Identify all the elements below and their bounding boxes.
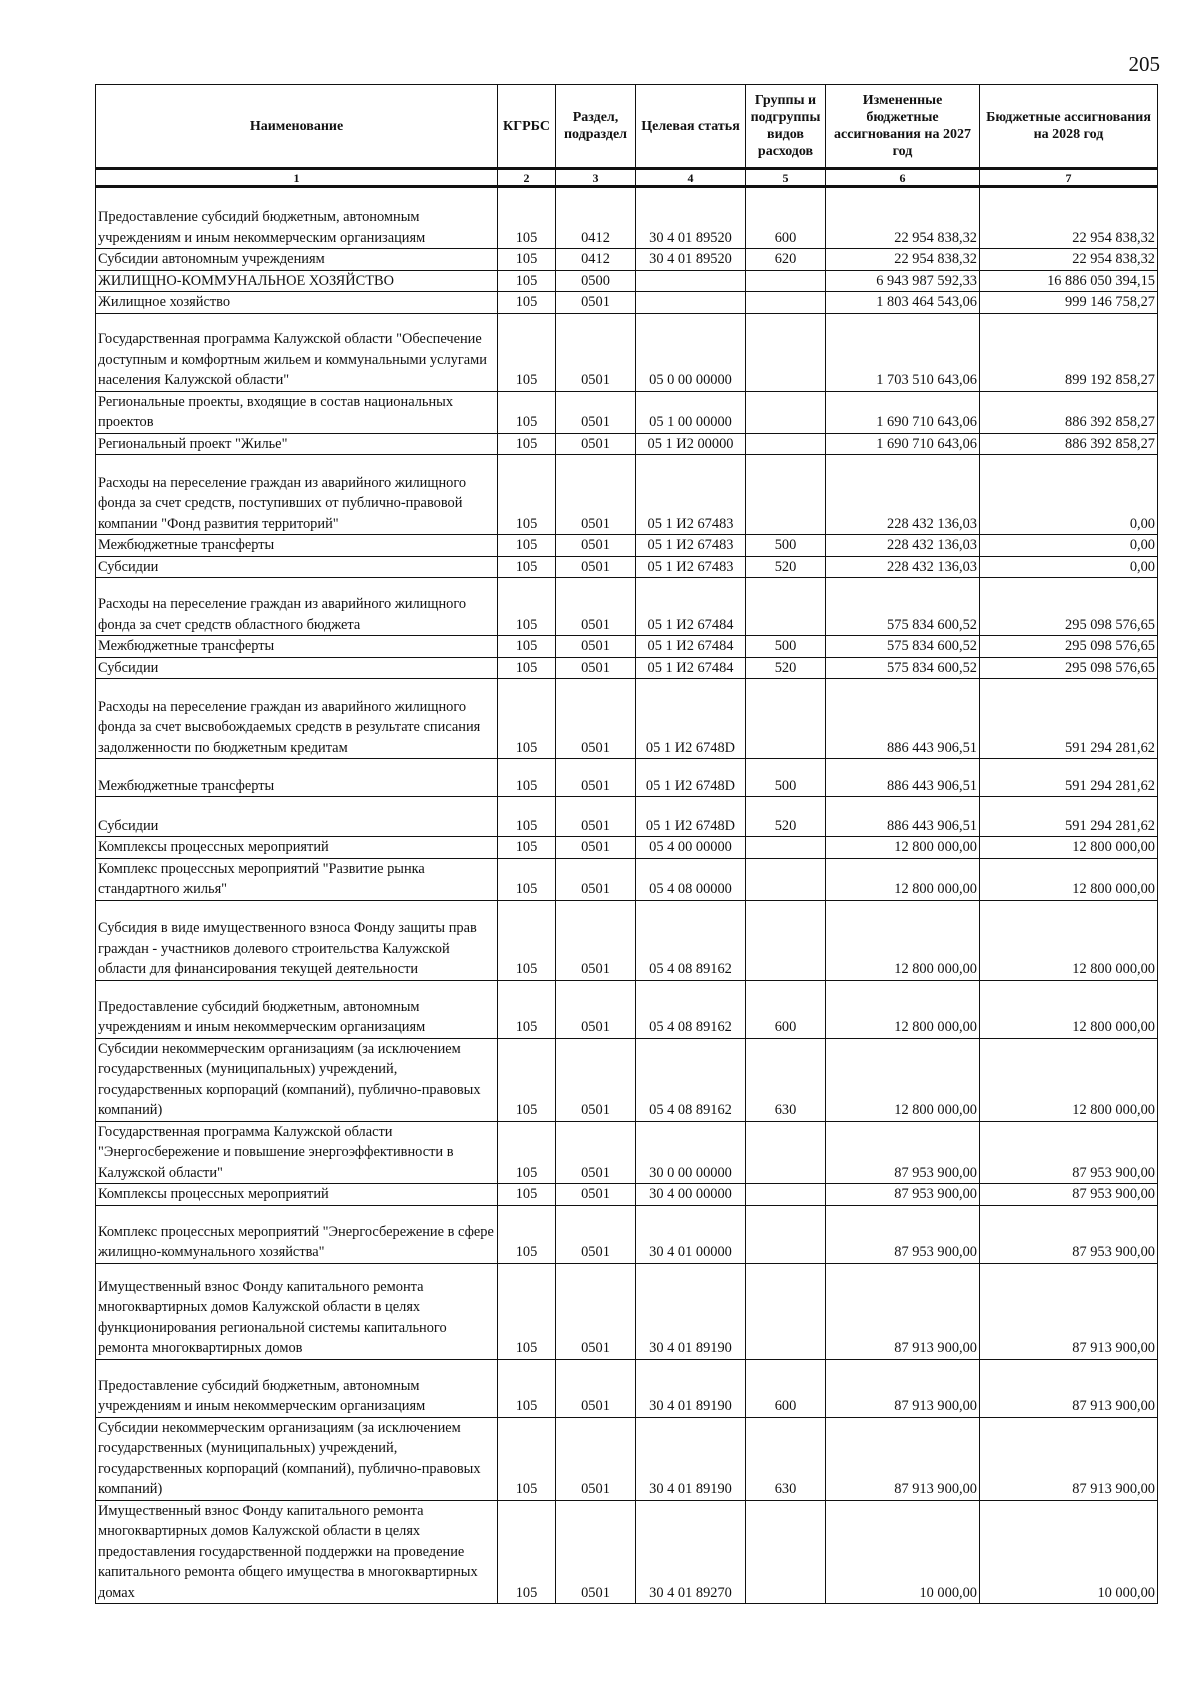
row-alloc-2028: 87 913 900,00 xyxy=(980,1359,1158,1417)
row-alloc-2028: 12 800 000,00 xyxy=(980,1038,1158,1121)
row-section: 0501 xyxy=(556,1417,636,1500)
table-row xyxy=(96,578,1158,636)
table-row xyxy=(96,1417,1158,1500)
row-name: Расходы на переселение граждан из аварийного жилищного фонда за счет средств областного бюджета xyxy=(96,578,498,636)
row-expense-group xyxy=(746,900,826,980)
row-section: 0501 xyxy=(556,313,636,391)
row-name: Региональные проекты, входящие в состав национальных проектов xyxy=(96,391,498,433)
row-name: Имущественный взнос Фонду капитального ремонта многоквартирных домов Калужской области в целях функционирования региональной системы капитального ремонта многоквартирных домов xyxy=(96,1263,498,1359)
row-target-article: 05 1 И2 67484 xyxy=(636,578,746,636)
row-alloc-2027: 1 803 464 543,06 xyxy=(826,292,980,314)
row-expense-group xyxy=(746,313,826,391)
row-section: 0501 xyxy=(556,797,636,837)
row-section: 0501 xyxy=(556,1038,636,1121)
row-target-article: 30 4 01 89270 xyxy=(636,1500,746,1604)
row-target-article: 30 0 00 00000 xyxy=(636,1121,746,1184)
table-body xyxy=(96,187,1158,1604)
row-section: 0501 xyxy=(556,679,636,759)
row-alloc-2028: 87 913 900,00 xyxy=(980,1263,1158,1359)
row-expense-group: 600 xyxy=(746,980,826,1038)
row-expense-group xyxy=(746,578,826,636)
header-section: Раздел, подраздел xyxy=(556,85,636,169)
header-target: Целевая статья xyxy=(636,85,746,169)
row-target-article: 05 4 00 00000 xyxy=(636,837,746,859)
row-expense-group: 630 xyxy=(746,1417,826,1500)
table-row xyxy=(96,1359,1158,1417)
table-row xyxy=(96,1500,1158,1604)
row-alloc-2028: 87 913 900,00 xyxy=(980,1417,1158,1500)
row-alloc-2028: 899 192 858,27 xyxy=(980,313,1158,391)
row-expense-group xyxy=(746,391,826,433)
table-row xyxy=(96,270,1158,292)
row-kgrbs: 105 xyxy=(498,858,556,900)
row-name: Межбюджетные трансферты xyxy=(96,636,498,658)
row-section: 0501 xyxy=(556,1359,636,1417)
row-expense-group: 520 xyxy=(746,797,826,837)
row-target-article: 05 4 08 00000 xyxy=(636,858,746,900)
row-name: Субсидии автономным учреждениям xyxy=(96,249,498,271)
row-alloc-2027: 12 800 000,00 xyxy=(826,837,980,859)
row-expense-group xyxy=(746,1500,826,1604)
row-alloc-2028: 16 886 050 394,15 xyxy=(980,270,1158,292)
row-name: Субсидии некоммерческим организациям (за исключением государственных (муниципальных) учреждений, государственных корпораций (компаний), публично-правовых компаний) xyxy=(96,1038,498,1121)
row-kgrbs: 105 xyxy=(498,578,556,636)
row-kgrbs: 105 xyxy=(498,1121,556,1184)
row-target-article: 30 4 01 89520 xyxy=(636,187,746,249)
column-number: 3 xyxy=(556,169,636,187)
row-section: 0501 xyxy=(556,759,636,797)
row-section: 0501 xyxy=(556,636,636,658)
row-expense-group xyxy=(746,455,826,535)
row-kgrbs: 105 xyxy=(498,1205,556,1263)
row-alloc-2027: 12 800 000,00 xyxy=(826,1038,980,1121)
row-section: 0501 xyxy=(556,1184,636,1206)
row-target-article: 30 4 01 89190 xyxy=(636,1263,746,1359)
row-section: 0501 xyxy=(556,900,636,980)
row-kgrbs: 105 xyxy=(498,636,556,658)
row-alloc-2027: 87 913 900,00 xyxy=(826,1359,980,1417)
table-row xyxy=(96,1121,1158,1184)
row-section: 0501 xyxy=(556,1500,636,1604)
row-section: 0501 xyxy=(556,657,636,679)
table-row xyxy=(96,759,1158,797)
row-expense-group xyxy=(746,433,826,455)
header-groups: Группы и подгруппы видов расходов xyxy=(746,85,826,169)
row-kgrbs: 105 xyxy=(498,391,556,433)
row-alloc-2027: 886 443 906,51 xyxy=(826,759,980,797)
row-alloc-2027: 886 443 906,51 xyxy=(826,797,980,837)
row-section: 0501 xyxy=(556,1121,636,1184)
row-target-article: 05 1 И2 6748D xyxy=(636,679,746,759)
row-target-article: 05 1 И2 6748D xyxy=(636,759,746,797)
row-expense-group xyxy=(746,1184,826,1206)
row-alloc-2027: 87 953 900,00 xyxy=(826,1205,980,1263)
row-section: 0501 xyxy=(556,1205,636,1263)
row-target-article: 30 4 01 00000 xyxy=(636,1205,746,1263)
row-alloc-2027: 87 953 900,00 xyxy=(826,1184,980,1206)
row-target-article: 05 1 00 00000 xyxy=(636,391,746,433)
row-name: Комплекс процессных мероприятий "Развитие рынка стандартного жилья" xyxy=(96,858,498,900)
row-name: Межбюджетные трансферты xyxy=(96,759,498,797)
row-expense-group: 520 xyxy=(746,556,826,578)
header-alloc-2027: Измененные бюджетные ассигнования на 2027 год xyxy=(826,85,980,169)
row-name: Субсидия в виде имущественного взноса Фонду защиты прав граждан - участников долевого строительства Калужской области для финансирования текущей деятельности xyxy=(96,900,498,980)
row-name: Предоставление субсидий бюджетным, автономным учреждениям и иным некоммерческим организациям xyxy=(96,187,498,249)
row-expense-group: 620 xyxy=(746,249,826,271)
table-row xyxy=(96,1205,1158,1263)
row-expense-group: 600 xyxy=(746,187,826,249)
row-alloc-2027: 1 703 510 643,06 xyxy=(826,313,980,391)
table-row xyxy=(96,292,1158,314)
row-alloc-2028: 0,00 xyxy=(980,455,1158,535)
row-section: 0501 xyxy=(556,858,636,900)
row-target-article: 30 4 00 00000 xyxy=(636,1184,746,1206)
row-target-article: 05 0 00 00000 xyxy=(636,313,746,391)
table-row xyxy=(96,187,1158,249)
row-target-article: 05 1 И2 67483 xyxy=(636,455,746,535)
row-kgrbs: 105 xyxy=(498,249,556,271)
row-alloc-2028: 886 392 858,27 xyxy=(980,391,1158,433)
row-target-article: 05 4 08 89162 xyxy=(636,900,746,980)
row-kgrbs: 105 xyxy=(498,1500,556,1604)
row-kgrbs: 105 xyxy=(498,535,556,557)
row-alloc-2027: 228 432 136,03 xyxy=(826,535,980,557)
row-alloc-2028: 12 800 000,00 xyxy=(980,858,1158,900)
row-kgrbs: 105 xyxy=(498,556,556,578)
row-name: Субсидии xyxy=(96,657,498,679)
table-row xyxy=(96,657,1158,679)
row-kgrbs: 105 xyxy=(498,679,556,759)
table-row xyxy=(96,535,1158,557)
table-header xyxy=(96,85,1158,187)
row-alloc-2027: 12 800 000,00 xyxy=(826,858,980,900)
row-alloc-2027: 886 443 906,51 xyxy=(826,679,980,759)
row-expense-group: 500 xyxy=(746,535,826,557)
row-kgrbs: 105 xyxy=(498,797,556,837)
column-number: 6 xyxy=(826,169,980,187)
row-alloc-2028: 591 294 281,62 xyxy=(980,679,1158,759)
row-alloc-2027: 87 913 900,00 xyxy=(826,1263,980,1359)
table-row xyxy=(96,433,1158,455)
row-section: 0501 xyxy=(556,455,636,535)
table-row xyxy=(96,1184,1158,1206)
row-alloc-2028: 12 800 000,00 xyxy=(980,900,1158,980)
row-section: 0501 xyxy=(556,578,636,636)
row-alloc-2028: 591 294 281,62 xyxy=(980,797,1158,837)
table-row xyxy=(96,455,1158,535)
row-name: Региональный проект "Жилье" xyxy=(96,433,498,455)
row-alloc-2027: 12 800 000,00 xyxy=(826,980,980,1038)
column-number: 4 xyxy=(636,169,746,187)
header-alloc-2028: Бюджетные ассигнования на 2028 год xyxy=(980,85,1158,169)
row-alloc-2028: 295 098 576,65 xyxy=(980,657,1158,679)
header-name: Наименование xyxy=(96,85,498,169)
row-kgrbs: 105 xyxy=(498,292,556,314)
row-kgrbs: 105 xyxy=(498,657,556,679)
row-section: 0501 xyxy=(556,980,636,1038)
row-section: 0501 xyxy=(556,556,636,578)
row-name: Государственная программа Калужской области "Энергосбережение и повышение энергоэффективности в Калужской области" xyxy=(96,1121,498,1184)
row-target-article: 30 4 01 89190 xyxy=(636,1417,746,1500)
row-target-article: 05 1 И2 67484 xyxy=(636,636,746,658)
row-alloc-2027: 10 000,00 xyxy=(826,1500,980,1604)
row-alloc-2027: 12 800 000,00 xyxy=(826,900,980,980)
row-target-article: 05 4 08 89162 xyxy=(636,1038,746,1121)
row-kgrbs: 105 xyxy=(498,455,556,535)
row-name: Субсидии некоммерческим организациям (за исключением государственных (муниципальных) учреждений, государственных корпораций (компаний), публично-правовых компаний) xyxy=(96,1417,498,1500)
row-name: Государственная программа Калужской области "Обеспечение доступным и комфортным жильем и коммунальными услугами населения Калужской области" xyxy=(96,313,498,391)
row-target-article: 05 4 08 89162 xyxy=(636,980,746,1038)
row-name: Комплекс процессных мероприятий "Энергосбережение в сфере жилищно-коммунального хозяйства" xyxy=(96,1205,498,1263)
row-section: 0501 xyxy=(556,535,636,557)
row-expense-group: 600 xyxy=(746,1359,826,1417)
row-expense-group xyxy=(746,1263,826,1359)
row-alloc-2027: 575 834 600,52 xyxy=(826,636,980,658)
row-alloc-2027: 1 690 710 643,06 xyxy=(826,433,980,455)
row-alloc-2028: 22 954 838,32 xyxy=(980,249,1158,271)
row-alloc-2028: 10 000,00 xyxy=(980,1500,1158,1604)
row-alloc-2027: 6 943 987 592,33 xyxy=(826,270,980,292)
row-alloc-2027: 1 690 710 643,06 xyxy=(826,391,980,433)
row-expense-group xyxy=(746,858,826,900)
row-section: 0412 xyxy=(556,187,636,249)
row-section: 0500 xyxy=(556,270,636,292)
row-kgrbs: 105 xyxy=(498,900,556,980)
table-row xyxy=(96,1038,1158,1121)
row-alloc-2028: 87 953 900,00 xyxy=(980,1184,1158,1206)
row-target-article: 05 1 И2 00000 xyxy=(636,433,746,455)
row-section: 0501 xyxy=(556,837,636,859)
column-number: 1 xyxy=(96,169,498,187)
table-row xyxy=(96,313,1158,391)
row-alloc-2027: 575 834 600,52 xyxy=(826,657,980,679)
row-expense-group xyxy=(746,270,826,292)
row-alloc-2028: 0,00 xyxy=(980,556,1158,578)
row-kgrbs: 105 xyxy=(498,759,556,797)
row-expense-group: 630 xyxy=(746,1038,826,1121)
table-row xyxy=(96,391,1158,433)
row-name: ЖИЛИЩНО-КОММУНАЛЬНОЕ ХОЗЯЙСТВО xyxy=(96,270,498,292)
row-alloc-2027: 228 432 136,03 xyxy=(826,455,980,535)
row-alloc-2028: 0,00 xyxy=(980,535,1158,557)
row-alloc-2027: 228 432 136,03 xyxy=(826,556,980,578)
table-row xyxy=(96,980,1158,1038)
table-row xyxy=(96,858,1158,900)
row-expense-group xyxy=(746,837,826,859)
table-row xyxy=(96,556,1158,578)
table-row xyxy=(96,249,1158,271)
row-name: Предоставление субсидий бюджетным, автономным учреждениям и иным некоммерческим организациям xyxy=(96,980,498,1038)
row-kgrbs: 105 xyxy=(498,270,556,292)
row-alloc-2028: 999 146 758,27 xyxy=(980,292,1158,314)
row-name: Расходы на переселение граждан из аварийного жилищного фонда за счет средств, поступивших от публично-правовой компании "Фонд развития территорий" xyxy=(96,455,498,535)
row-alloc-2028: 87 953 900,00 xyxy=(980,1121,1158,1184)
row-alloc-2028: 295 098 576,65 xyxy=(980,578,1158,636)
row-target-article xyxy=(636,292,746,314)
row-target-article: 05 1 И2 67484 xyxy=(636,657,746,679)
row-alloc-2027: 575 834 600,52 xyxy=(826,578,980,636)
row-alloc-2028: 12 800 000,00 xyxy=(980,837,1158,859)
row-name: Жилищное хозяйство xyxy=(96,292,498,314)
row-target-article: 05 1 И2 67483 xyxy=(636,535,746,557)
row-expense-group xyxy=(746,1205,826,1263)
column-number: 2 xyxy=(498,169,556,187)
row-section: 0501 xyxy=(556,391,636,433)
row-alloc-2028: 886 392 858,27 xyxy=(980,433,1158,455)
row-expense-group: 500 xyxy=(746,759,826,797)
row-alloc-2027: 87 913 900,00 xyxy=(826,1417,980,1500)
row-expense-group: 500 xyxy=(746,636,826,658)
row-expense-group xyxy=(746,292,826,314)
table-row xyxy=(96,797,1158,837)
row-expense-group xyxy=(746,679,826,759)
row-kgrbs: 105 xyxy=(498,1038,556,1121)
row-name: Субсидии xyxy=(96,556,498,578)
row-target-article: 05 1 И2 67483 xyxy=(636,556,746,578)
row-kgrbs: 105 xyxy=(498,1359,556,1417)
row-target-article xyxy=(636,270,746,292)
table-row xyxy=(96,636,1158,658)
row-kgrbs: 105 xyxy=(498,1184,556,1206)
row-section: 0501 xyxy=(556,1263,636,1359)
row-name: Комплексы процессных мероприятий xyxy=(96,837,498,859)
table-row xyxy=(96,900,1158,980)
column-number: 5 xyxy=(746,169,826,187)
row-expense-group: 520 xyxy=(746,657,826,679)
row-alloc-2027: 87 953 900,00 xyxy=(826,1121,980,1184)
table-row xyxy=(96,837,1158,859)
row-name: Предоставление субсидий бюджетным, автономным учреждениям и иным некоммерческим организациям xyxy=(96,1359,498,1417)
row-section: 0412 xyxy=(556,249,636,271)
row-kgrbs: 105 xyxy=(498,1263,556,1359)
row-kgrbs: 105 xyxy=(498,433,556,455)
row-alloc-2028: 22 954 838,32 xyxy=(980,187,1158,249)
row-name: Комплексы процессных мероприятий xyxy=(96,1184,498,1206)
row-target-article: 05 1 И2 6748D xyxy=(636,797,746,837)
row-target-article: 30 4 01 89190 xyxy=(636,1359,746,1417)
row-alloc-2028: 87 953 900,00 xyxy=(980,1205,1158,1263)
row-alloc-2027: 22 954 838,32 xyxy=(826,187,980,249)
row-kgrbs: 105 xyxy=(498,980,556,1038)
row-name: Межбюджетные трансферты xyxy=(96,535,498,557)
column-number: 7 xyxy=(980,169,1158,187)
table-row xyxy=(96,679,1158,759)
row-alloc-2028: 591 294 281,62 xyxy=(980,759,1158,797)
row-section: 0501 xyxy=(556,433,636,455)
row-section: 0501 xyxy=(556,292,636,314)
budget-table xyxy=(95,84,1158,1604)
row-name: Имущественный взнос Фонду капитального ремонта многоквартирных домов Калужской области в целях предоставления государственной поддержки на проведение капитального ремонта общего имущества в многоквартирных домах xyxy=(96,1500,498,1604)
row-alloc-2028: 295 098 576,65 xyxy=(980,636,1158,658)
table-row xyxy=(96,1263,1158,1359)
row-alloc-2027: 22 954 838,32 xyxy=(826,249,980,271)
row-name: Расходы на переселение граждан из аварийного жилищного фонда за счет высвобождаемых средств в результате списания задолженности по бюджетным кредитам xyxy=(96,679,498,759)
row-expense-group xyxy=(746,1121,826,1184)
row-kgrbs: 105 xyxy=(498,1417,556,1500)
header-kgrbs: КГРБС xyxy=(498,85,556,169)
row-name: Субсидии xyxy=(96,797,498,837)
row-kgrbs: 105 xyxy=(498,313,556,391)
row-alloc-2028: 12 800 000,00 xyxy=(980,980,1158,1038)
page-number: 205 xyxy=(1128,52,1160,76)
row-target-article: 30 4 01 89520 xyxy=(636,249,746,271)
row-kgrbs: 105 xyxy=(498,837,556,859)
row-kgrbs: 105 xyxy=(498,187,556,249)
